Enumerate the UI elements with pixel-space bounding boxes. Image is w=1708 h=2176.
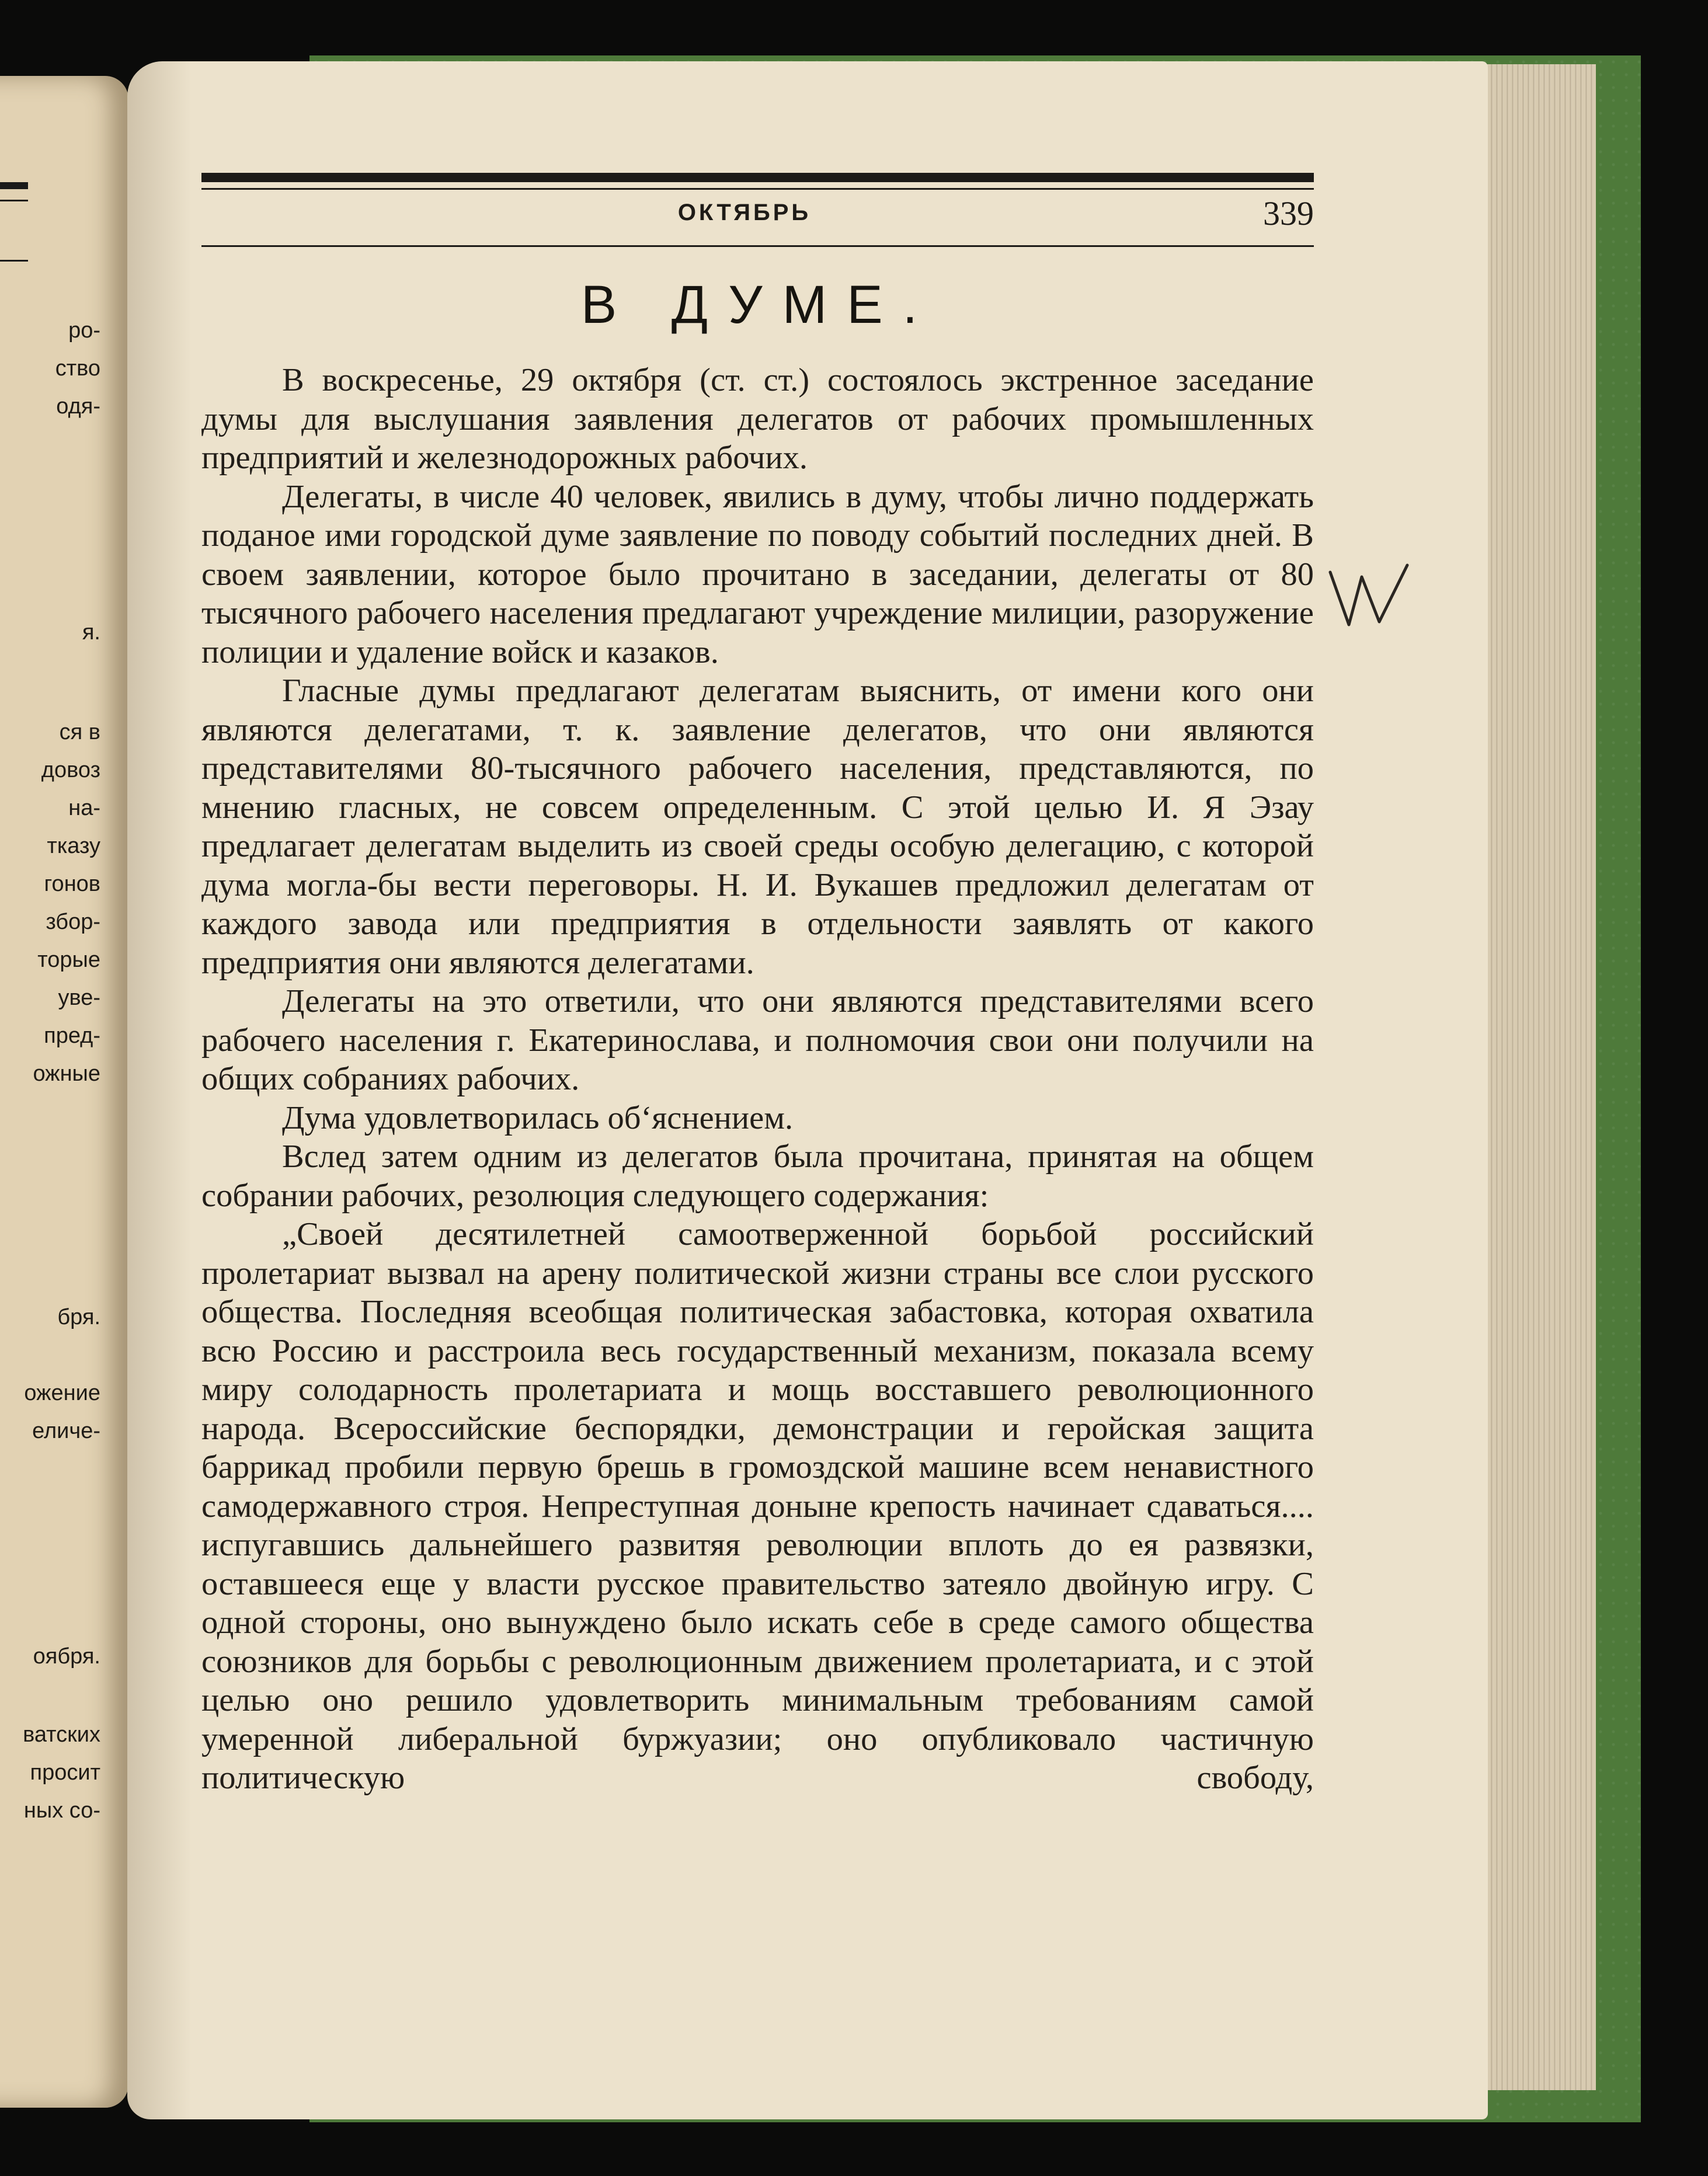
paragraph: Гласные думы предлагают делегатам выяснить, от имени кого они являются делегатами, т. к. заявление делегатов, что они являются представителями 80-тысячного рабочего населения, представляются, по мнению гласных, не совсем определенным. С этой целью И. Я Эзау предлагает делегатам выделить из своей среды особую делегацию, с которой дума могла-бы вести переговоры. Н. И. Вукашев предложил делегатам от каждого завода или предприятия в отдельности заявлять от какого предприятия они являются делегатами.: [201, 673, 1314, 981]
header-rule: [201, 245, 1314, 247]
paragraph: Дума удовлетворилась об‘яснением.: [282, 1099, 794, 1136]
paragraph: Вслед затем одним из делегатов была прочитана, принятая на общем собрании рабочих, резолюция следующего содержания:: [201, 1139, 1314, 1214]
left-page-fragment: ожные: [33, 1061, 100, 1086]
left-page-rule: [0, 182, 28, 189]
paragraph: Делегаты на это ответили, что они являются представителями всего рабочего населения г. Екатеринослава, и полномочия свои они получили на общих собраниях рабочих.: [201, 983, 1314, 1097]
page-number: 339: [1263, 194, 1314, 232]
paragraph: Делегаты, в числе 40 человек, явились в думу, чтобы лично поддержать поданое ими городской думе заявление по поводу событий последних дней. В своем заявлении, которое было прочитано в заседании, делегаты от 80 тысячного рабочего населения предлагают учреждение милиции, разоружение полиции и удаление войск и казаков.: [201, 478, 1314, 670]
left-page-fragment: ватских: [23, 1722, 100, 1747]
left-page-fragment: ся в: [59, 720, 100, 744]
running-title: ОКТЯБРЬ: [677, 200, 812, 225]
left-facing-page: [0, 76, 128, 2108]
left-page-fragment: я.: [82, 620, 100, 645]
left-page-fragment: ожение: [24, 1381, 100, 1405]
handwritten-mark-icon: [1326, 560, 1413, 636]
left-page-fragment: збор-: [46, 910, 100, 934]
paragraph: В воскресенье, 29 октября (ст. ст.) состоялось экстренное заседание думы для выслушания заявления делегатов от рабочих промышленных предприятий и железнодорожных рабочих.: [201, 362, 1314, 476]
header-rule: [201, 188, 1314, 190]
left-page-fragment: ро-: [68, 318, 100, 343]
left-page-fragment: просит: [30, 1760, 100, 1785]
left-page-fragment: тказу: [47, 834, 100, 858]
left-page-fragment: на-: [68, 796, 100, 820]
left-page-fragment: одя-: [56, 394, 100, 419]
article-body: [201, 361, 1314, 1798]
left-page-fragment: гонов: [44, 872, 100, 896]
left-page-fragment: бря.: [57, 1305, 100, 1329]
left-page-fragment: довоз: [41, 758, 100, 782]
header-rule-thick: [201, 173, 1314, 182]
left-page-fragment: оября.: [33, 1644, 100, 1669]
left-page-fragment: уве-: [58, 986, 100, 1010]
left-page-fragment: торые: [37, 948, 100, 972]
article-title: В ДУМЕ.: [580, 275, 938, 335]
paragraph: „Своей десятилетней самоотверженной борьбой российский пролетариат вызвал на арену политической жизни страны все слои русского общества. Последняя всеобщая политическая забастовка, которая охватила всю Россию и расстроила весь государственный механизм, показала всему миру солодарность пролетариата и мощь восставшего революционного народа. Всероссийские беспорядки, демонстрации и геройская защита баррикад пробили первую брешь в громоздской машине всем ненавистного самодержавного строя. Непреступная доныне крепость начинает сдаваться.... испугавшись дальнейшего развитяя революции вплоть до ея развязки, оставшееся еще у власти русское правительство затеяло двойную игру. С одной стороны, оно вынуждено было искать себе в среде самого общества союзников для борьбы с революционным движением пролетариата, и с этой целью оно решило удовлетворить минимальным требованиям самой умеренной либеральной буржуазии; оно опубликовало частичную политическую свободу,: [201, 1216, 1314, 1796]
left-page-fragment: пред-: [44, 1023, 100, 1048]
left-page-rule: [0, 260, 28, 262]
left-page-rule: [0, 200, 28, 201]
left-page-fragment: ство: [55, 356, 100, 381]
left-page-fragment: еличе-: [32, 1419, 100, 1443]
left-page-fragment: ных со-: [23, 1798, 100, 1823]
